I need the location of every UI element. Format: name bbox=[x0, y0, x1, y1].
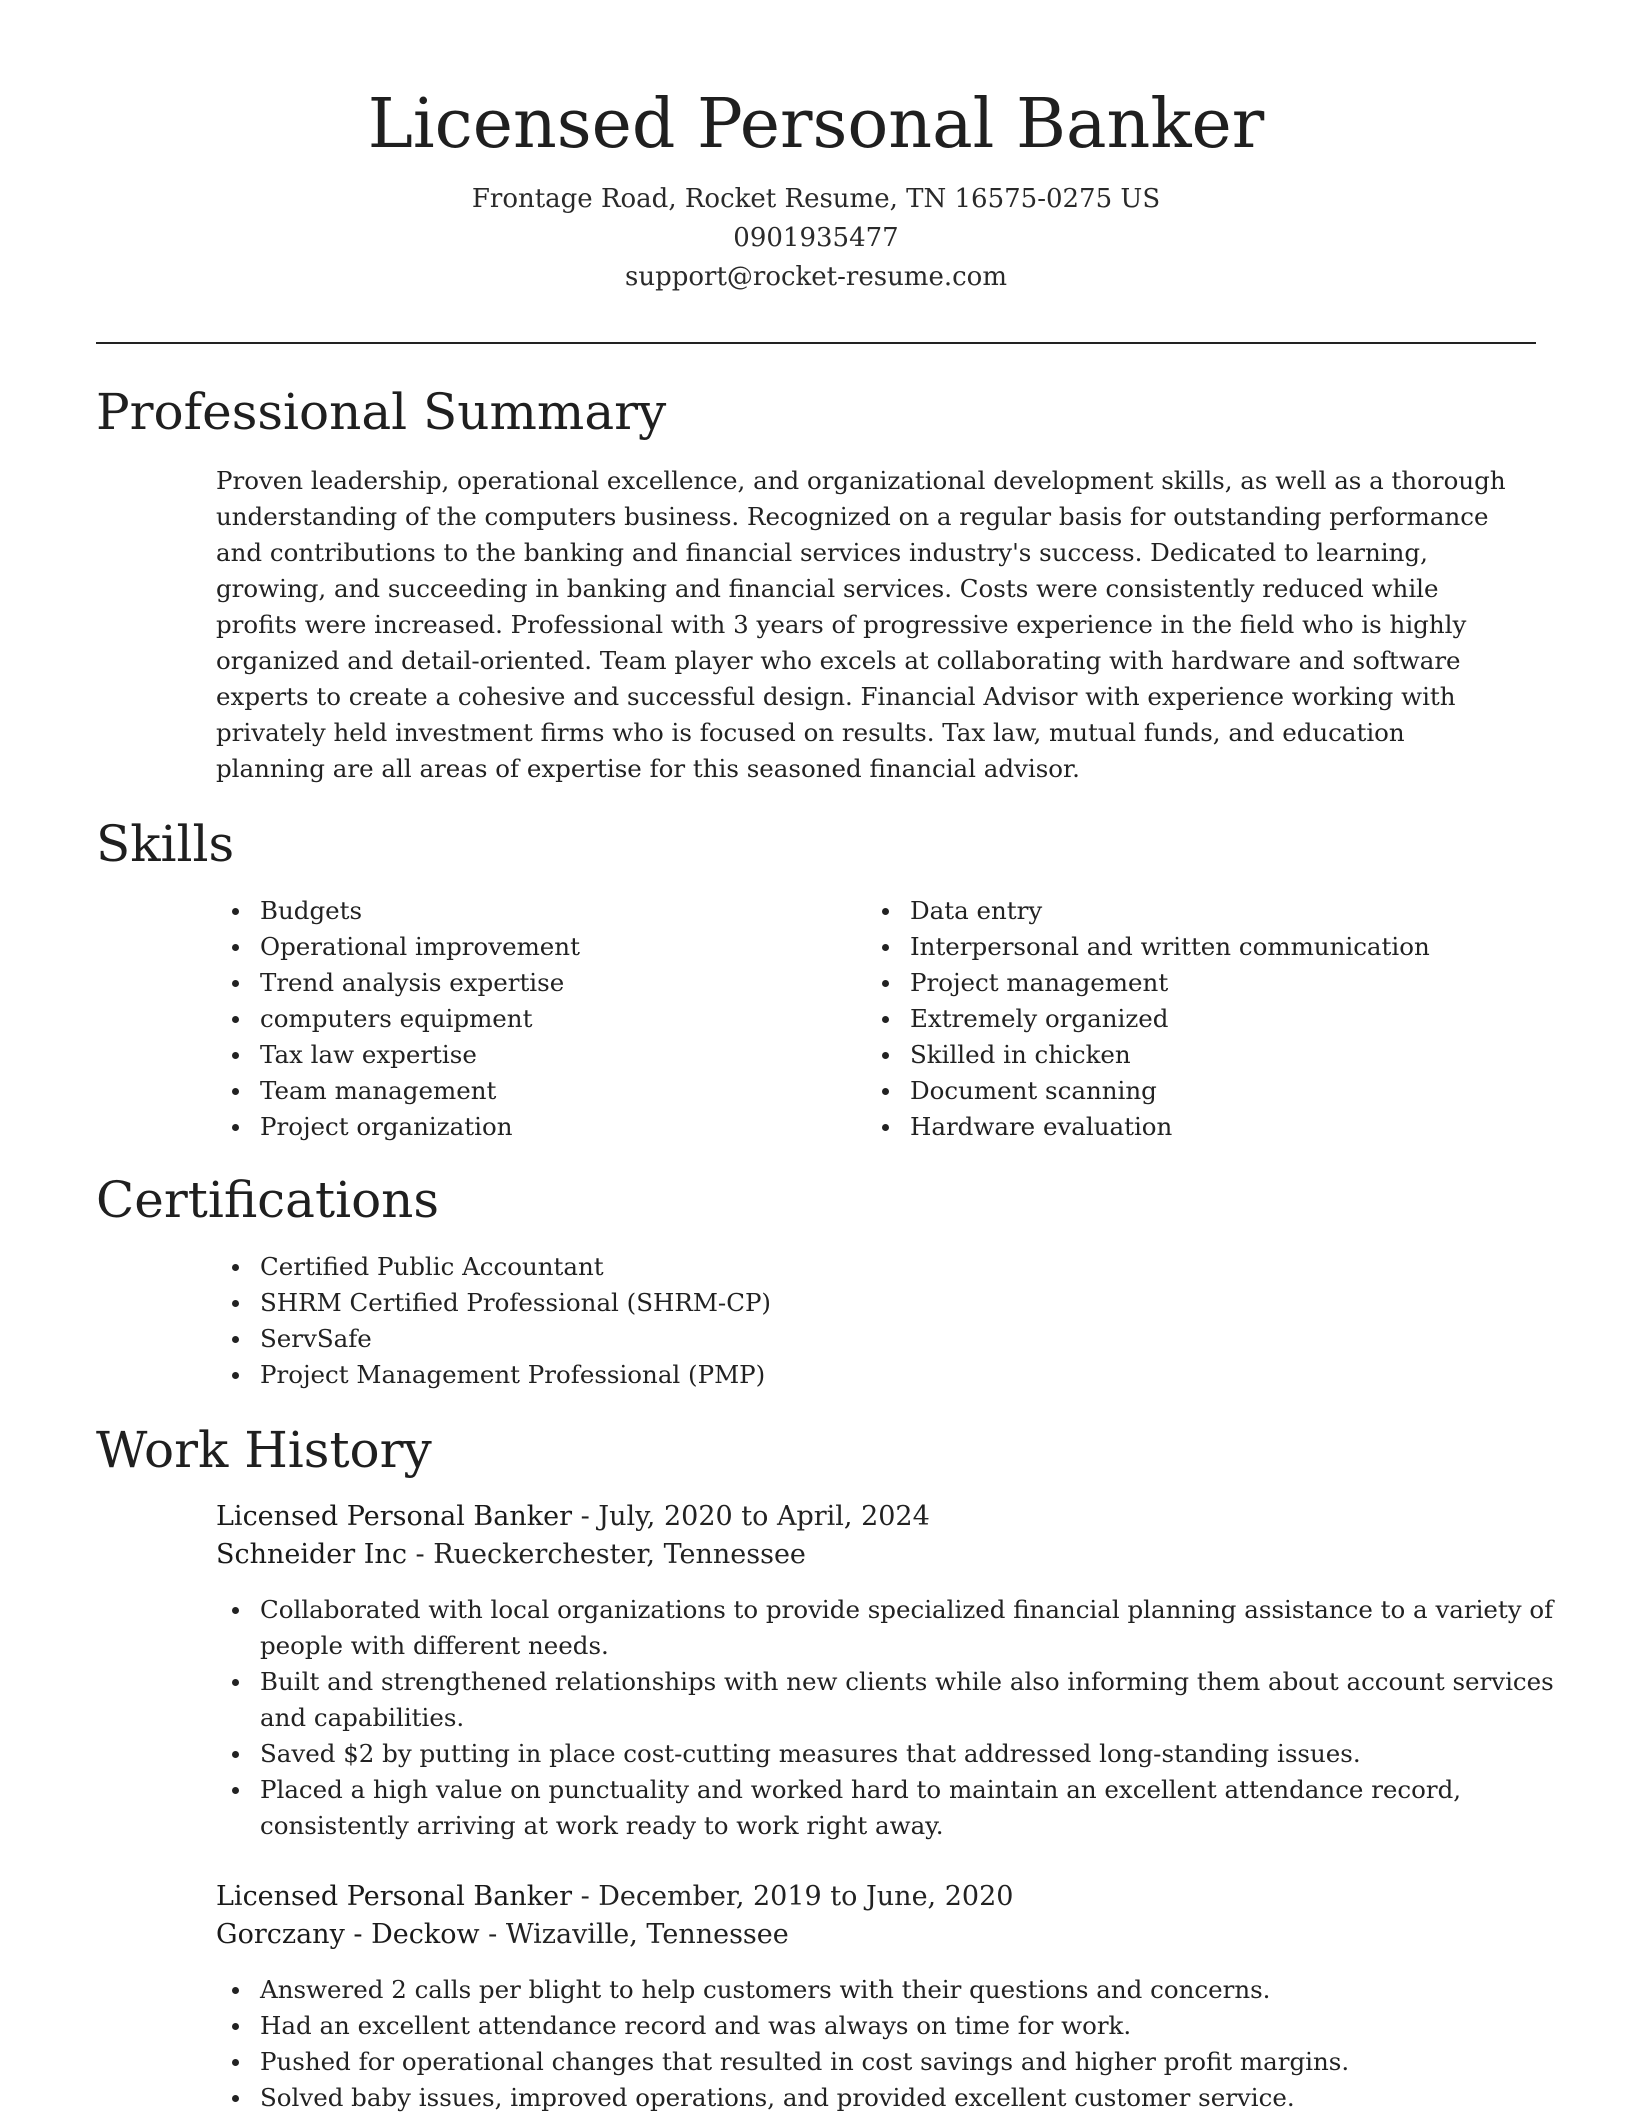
job-bullet: Answered 2 calls per blight to help customers with their questions and concerns. bbox=[260, 1972, 1560, 2008]
job-bullet: Placed a high value on punctuality and worked hard to maintain an excellent attendance record, consistently arriving at work ready to work right away. bbox=[260, 1772, 1560, 1844]
job-bullets bbox=[216, 1592, 1560, 1844]
certification-item: ServSafe bbox=[260, 1321, 1560, 1357]
skill-item: Document scanning bbox=[910, 1073, 1570, 1109]
job-bullet: Collaborated with local organizations to provide specialized financial planning assistance to a variety of people with different needs. bbox=[260, 1592, 1560, 1664]
job-bullet: Built and strengthened relationships with new clients while also informing them about account services and capabilities. bbox=[260, 1664, 1560, 1736]
contact-phone: 0901935477 bbox=[733, 223, 899, 253]
skill-item: Project organization bbox=[260, 1109, 860, 1145]
job-bullets bbox=[216, 1972, 1560, 2116]
job-company: Gorczany - Deckow bbox=[216, 1919, 480, 1950]
section-title-work-history: Work History bbox=[96, 1421, 432, 1479]
section-title-certifications: Certifications bbox=[96, 1171, 440, 1229]
skill-item: Interpersonal and written communication bbox=[910, 929, 1570, 965]
job-title: Licensed Personal Banker bbox=[216, 1881, 572, 1912]
certification-item: Project Management Professional (PMP) bbox=[260, 1357, 1560, 1393]
skills-list-right bbox=[866, 893, 1570, 1145]
job-title-line: Licensed Personal Banker - July, 2020 to April, 2024 bbox=[216, 1501, 930, 1532]
job-title-line: Licensed Personal Banker - December, 2019 to June, 2020 bbox=[216, 1881, 1014, 1912]
job-company-line: Schneider Inc - Rueckerchester, Tennessee bbox=[216, 1539, 806, 1570]
job-company: Schneider Inc bbox=[216, 1539, 407, 1570]
candidate-name: Licensed Personal Banker bbox=[367, 85, 1265, 164]
header-divider bbox=[96, 342, 1536, 344]
skill-item: Tax law expertise bbox=[260, 1037, 860, 1073]
skills-list-left bbox=[216, 893, 860, 1145]
job-bullet: Had an excellent attendance record and was always on time for work. bbox=[260, 2008, 1560, 2044]
skill-item: Skilled in chicken bbox=[910, 1037, 1570, 1073]
certification-item: Certified Public Accountant bbox=[260, 1249, 1560, 1285]
section-title-skills: Skills bbox=[96, 815, 235, 873]
summary-text: Proven leadership, operational excellence, and organizational development skills, as well as a thorough understanding of the computers business. Recognized on a regular basis for outstanding performance and contributions to the banking and financial services industry's success. Dedicated to learning, growing, and succeeding in banking and financial services. Costs were consistently reduced while profits were increased. Professional with 3 years of progressive experience in the field who is highly organized and detail-oriented. Team player who excels at collaborating with hardware and software experts to create a cohesive and successful design. Financial Advisor with experience working with privately held investment firms who is focused on results. Tax law, mutual funds, and education planning are all areas of expertise for this seasoned financial advisor. bbox=[216, 466, 1506, 783]
skill-item: computers equipment bbox=[260, 1001, 860, 1037]
job-bullet: Saved $2 by putting in place cost-cutting measures that addressed long-standing issues. bbox=[260, 1736, 1560, 1772]
skill-item: Hardware evaluation bbox=[910, 1109, 1570, 1145]
certification-item: SHRM Certified Professional (SHRM-CP) bbox=[260, 1285, 1560, 1321]
contact-email: support@rocket-resume.com bbox=[624, 262, 1007, 292]
job-dates: December, 2019 to June, 2020 bbox=[598, 1881, 1014, 1912]
skill-item: Operational improvement bbox=[260, 929, 860, 965]
certifications-list bbox=[216, 1249, 1560, 1393]
contact-info bbox=[96, 180, 1536, 297]
job-location: Wizaville, Tennessee bbox=[505, 1919, 789, 1950]
job-dates: July, 2020 to April, 2024 bbox=[598, 1501, 930, 1532]
job-bullet: Solved baby issues, improved operations, and provided excellent customer service. bbox=[260, 2080, 1560, 2116]
skill-item: Extremely organized bbox=[910, 1001, 1570, 1037]
skill-item: Trend analysis expertise bbox=[260, 965, 860, 1001]
skill-item: Team management bbox=[260, 1073, 860, 1109]
skill-item: Budgets bbox=[260, 893, 860, 929]
job-location: Rueckerchester, Tennessee bbox=[433, 1539, 806, 1570]
job-company-line: Gorczany - Deckow - Wizaville, Tennessee bbox=[216, 1919, 789, 1950]
skill-item: Project management bbox=[910, 965, 1570, 1001]
job-title: Licensed Personal Banker bbox=[216, 1501, 572, 1532]
contact-address: Frontage Road, Rocket Resume, TN 16575-0275 US bbox=[471, 184, 1161, 214]
resume-header bbox=[96, 80, 1536, 297]
job-bullet: Pushed for operational changes that resulted in cost savings and higher profit margins. bbox=[260, 2044, 1560, 2080]
skill-item: Data entry bbox=[910, 893, 1570, 929]
section-title-summary: Professional Summary bbox=[96, 383, 667, 441]
